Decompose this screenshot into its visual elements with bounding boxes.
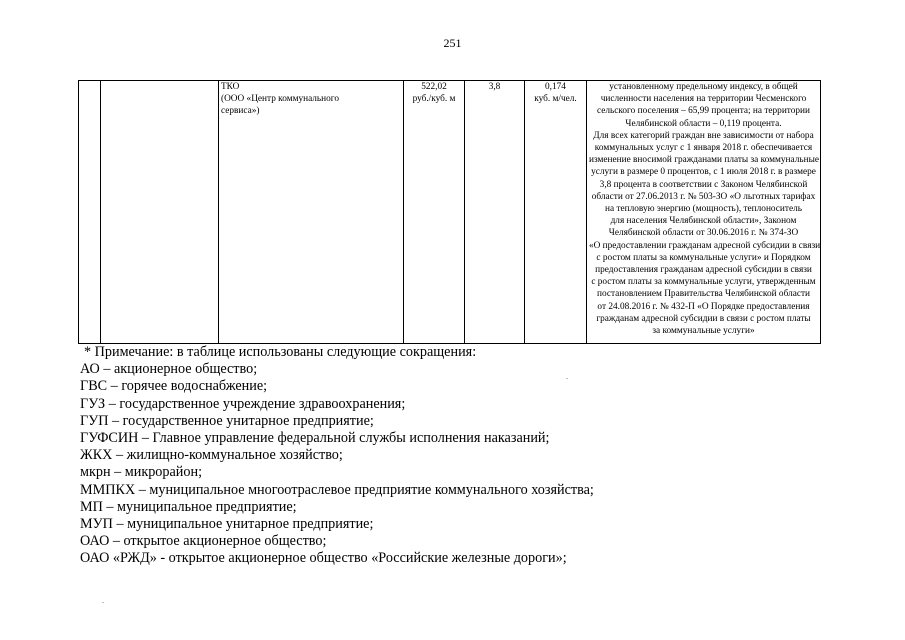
note-item: АО – акционерное общество; (80, 361, 258, 378)
tariff-table (78, 80, 821, 344)
note-item: МУП – муниципальное унитарное предприятие; (80, 516, 374, 533)
description-line: сельского поселения – 65,99 процента; на территории (596, 106, 810, 117)
description-line: области от 27.06.2013 г. № 503-ЗО «О льготных тарифах (591, 191, 816, 202)
description-line: от 24.08.2016 г. № 432-П «О Порядке предоставления (597, 301, 810, 312)
note-item: МП – муниципальное предприятие; (80, 498, 297, 515)
scan-speck (566, 378, 568, 379)
description-line: «О предоставлении гражданам адресной субсидии в связи (589, 240, 821, 251)
note-item: ОАО «РЖД» - открытое акционерное общество «Российские железные дороги»; (80, 550, 567, 567)
limit-value: 0,174 (545, 82, 566, 92)
index-value: 3,8 (488, 82, 501, 92)
note-item: ГВС – горячее водоснабжение; (80, 378, 268, 395)
organization-line: (ООО «Центр коммунального (221, 94, 340, 105)
description-line: изменение вносимой гражданами платы за коммунальные (589, 155, 819, 166)
table-cell-limit (525, 81, 587, 344)
description-line: Челябинской области от 30.06.2016 г. № 374-ЗО (608, 228, 799, 239)
description-line: на тепловую энергию (мощность), теплоноситель (605, 204, 802, 215)
description-line: гражданам адресной субсидии в связи с ростом платы (596, 313, 811, 324)
table-cell-organization (219, 81, 404, 344)
page-number: 251 (443, 36, 462, 50)
limit-unit: куб. м/чел. (534, 94, 577, 105)
abbreviations-notes (80, 344, 880, 568)
description-line: предоставления гражданам адресной субсидии в связи (595, 265, 812, 276)
description-line: Челябинской области – 0,119 процента. (625, 118, 782, 129)
organization-line: сервиса») (221, 106, 260, 117)
table-cell-description (587, 81, 821, 344)
note-item: ММПКХ – муниципальное многоотраслевое предприятие коммунального хозяйства; (80, 481, 594, 498)
description-line: с ростом платы за коммунальные услуги» и Порядком (596, 252, 811, 263)
description-line: Для всех категорий граждан вне зависимости от набора (593, 130, 814, 141)
description-line: для населения Челябинской области», Законом (610, 216, 797, 227)
note-item: ГУП – государственное унитарное предприятие; (80, 412, 374, 429)
description-line: установленному предельному индексу, в общей (609, 82, 798, 92)
note-item: ГУФСИН – Главное управление федеральной службы исполнения наказаний; (80, 430, 550, 447)
description-line: с ростом платы за коммунальные услуги, утвержденным (591, 277, 816, 288)
table-cell-index (465, 81, 525, 344)
notes-title: * Примечание: в таблице использованы следующие сокращения: (84, 344, 477, 360)
table-cell-number (79, 81, 101, 344)
note-item: ОАО – открытое акционерное общество; (80, 533, 327, 550)
description-line: численности населения на территории Чесменского (600, 94, 807, 105)
table-row (79, 81, 821, 344)
scan-speck (102, 602, 104, 603)
description-line: постановлением Правительства Челябинской области (596, 289, 810, 300)
description-line: за коммунальные услуги» (652, 326, 755, 337)
tariff-unit: руб./куб. м (412, 94, 456, 105)
description-line: 3,8 процента в соответствии с Законом Челябинской (599, 179, 808, 190)
description-line: коммунальных услуг с 1 января 2018 г. обеспечивается (594, 143, 813, 154)
note-item: ГУЗ – государственное учреждение здравоохранения; (80, 395, 406, 412)
note-item: ЖКХ – жилищно-коммунальное хозяйство; (80, 447, 343, 464)
description-line: услуги в размере 0 процентов, с 1 июля 2018 г. в размере (591, 167, 816, 178)
organization-line: ТКО (221, 82, 240, 92)
note-item: мкрн – микрорайон; (80, 464, 203, 481)
table-cell-locality (101, 81, 219, 344)
tariff-value: 522,02 (421, 82, 447, 92)
table-cell-tariff (404, 81, 465, 344)
